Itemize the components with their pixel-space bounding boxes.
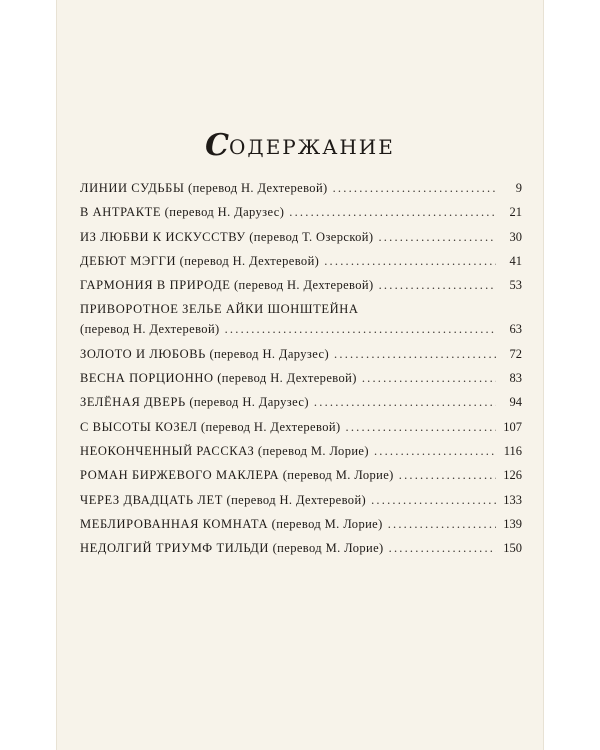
story-title: ЗЕЛЁНАЯ ДВЕРЬ [80,395,186,410]
story-title: РОМАН БИРЖЕВОГО МАКЛЕРА [80,468,280,483]
dot-leader [289,205,496,220]
story-title: ПРИВОРОТНОЕ ЗЕЛЬЕ АЙКИ ШОНШТЕЙНА [80,302,359,317]
toc-entry [80,322,522,346]
translator-note: (перевод Н. Дарузес) [189,395,309,410]
page-number: 139 [503,516,522,531]
toc-entry-title [80,347,329,362]
toc-entry-title [80,541,384,556]
toc-entry [80,230,522,254]
story-title: ЧЕРЕЗ ДВАДЦАТЬ ЛЕТ [80,492,223,507]
page-number: 126 [503,468,522,483]
story-title: НЕОКОНЧЕННЫЙ РАССКАЗ [80,443,255,458]
book-page [56,0,544,750]
page-number: 133 [503,492,522,507]
toc-entry [80,347,522,371]
title-text: ОДЕРЖАНИЕ [229,135,395,159]
translator-note: (перевод Н. Дехтеревой) [188,181,328,195]
dot-leader [371,493,496,508]
toc-entry [80,541,522,565]
toc-entry-title [80,517,383,532]
toc-entry [80,254,522,278]
translator-note: (перевод М. Лорие) [257,443,369,458]
toc-entry [80,395,522,419]
dot-leader [399,468,496,483]
page-title [56,128,544,163]
dot-leader [225,322,496,337]
dot-leader [314,395,496,410]
dot-leader [374,444,496,459]
story-title: ЗОЛОТО И ЛЮБОВЬ [80,346,206,361]
dot-leader [346,420,496,435]
page-number: 107 [503,419,522,434]
page-number: 94 [509,395,522,410]
story-title: НЕДОЛГИЙ ТРИУМФ ТИЛЬДИ [80,541,270,556]
toc-entry [80,517,522,541]
toc-entry-title [80,468,394,483]
story-title: ГАРМОНИЯ В ПРИРОДЕ [80,278,231,293]
page-number: 83 [509,371,522,386]
toc-entry [80,493,522,517]
toc-entry-title [80,444,369,459]
dot-leader [362,371,496,386]
translator-note: (перевод М. Лорие) [271,516,383,531]
translator-note: (перевод Н. Дехтеревой) [217,371,357,386]
dot-leader [334,347,496,362]
toc-entry-title [80,395,309,410]
toc-entry [80,181,522,205]
story-title: ВЕСНА ПОРЦИОННО [80,371,214,386]
page-number: 116 [503,443,522,458]
story-title: В АНТРАКТЕ [80,205,162,220]
translator-note: (перевод Н. Дехтеревой) [233,278,374,293]
dot-leader [333,181,496,196]
toc-entry-title [80,493,366,508]
translator-note: (перевод Н. Дехтеревой) [200,419,341,434]
story-title: ИЗ ЛЮБВИ К ИСКУССТВУ [80,229,246,244]
page-number: 30 [509,229,522,244]
title-initial-letter: С [205,128,230,163]
dot-leader [324,254,496,269]
story-title: ЛИНИИ СУДЬБЫ [80,181,185,195]
toc-entry-title [80,278,374,293]
page-number: 150 [503,541,522,556]
toc-entry [80,371,522,395]
page-number: 21 [509,205,522,220]
page-number: 63 [509,322,522,337]
story-title: ДЕБЮТ МЭГГИ [80,253,177,268]
toc-entry [80,205,522,229]
toc-entry-title [80,371,357,386]
toc-entry-title [80,205,284,220]
translator-note: (перевод Н. Дехтеревой) [179,253,320,268]
translator-note: (перевод Н. Дарузес) [209,346,330,361]
page-number: 53 [509,278,522,293]
toc-entry-title [80,230,373,245]
toc-entry [80,444,522,468]
dot-leader [388,517,496,532]
toc-entry [80,420,522,444]
translator-note: (перевод Т. Озерской) [249,229,374,244]
dot-leader [389,541,496,556]
story-title: С ВЫСОТЫ КОЗЕЛ [80,419,198,434]
translator-note: (перевод Н. Дарузес) [164,205,285,220]
dot-leader [378,230,496,245]
story-title: МЕБЛИРОВАННАЯ КОМНАТА [80,516,269,531]
translator-note: (перевод Н. Дехтеревой) [226,492,367,507]
table-of-contents [80,181,522,565]
toc-entry [80,278,522,302]
translator-note: (перевод М. Лорие) [282,468,394,483]
toc-entry-title [80,254,319,269]
page-number: 41 [509,253,522,268]
toc-entry [80,468,522,492]
dot-leader [379,278,496,293]
page-number: 9 [515,181,522,195]
translator-note: (перевод Н. Дехтеревой) [80,322,220,337]
toc-entry-title [80,181,328,196]
toc-entry-title [80,420,341,435]
page-number: 72 [509,346,522,361]
translator-note: (перевод М. Лорие) [272,541,384,556]
